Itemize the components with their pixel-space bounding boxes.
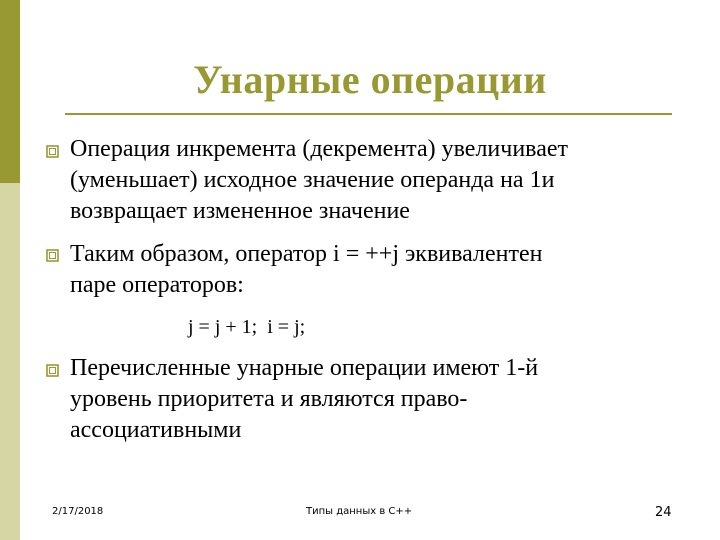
code-example: j = j + 1; i = j; [188,316,306,338]
bullet-text-line: уровень приоритета и являются право- [70,386,468,412]
bullet-item [70,353,670,446]
title-divider [65,113,672,115]
bullet-text-line: возвращает измененное значение [70,198,410,224]
bullet-text-line: ассоциативными [70,417,242,443]
footer-date: 2/17/2018 [52,506,104,517]
bullet-item [70,239,670,301]
square-bullet-icon [46,364,59,377]
square-bullet-icon [46,145,59,158]
bullet-text-line: Таким образом, оператор i = ++j эквивалентен [70,241,543,267]
slide-title: Унарные операции [193,57,547,102]
sidebar-light-band [0,183,20,540]
bullet-text-line: Операция инкремента (декремента) увеличивает [70,136,568,162]
bullet-text-line: паре операторов: [70,272,244,298]
bullet-text-line: (уменьшает) исходное значение операнда на 1и [70,167,555,193]
bullet-text-line: Перечисленные унарные операции имеют 1-й [70,355,539,381]
sidebar-accent-band [0,0,20,183]
square-bullet-icon [46,249,59,262]
page-number: 24 [655,505,672,520]
footer-title: Типы данных в C++ [306,506,413,517]
bullet-item [70,134,670,227]
